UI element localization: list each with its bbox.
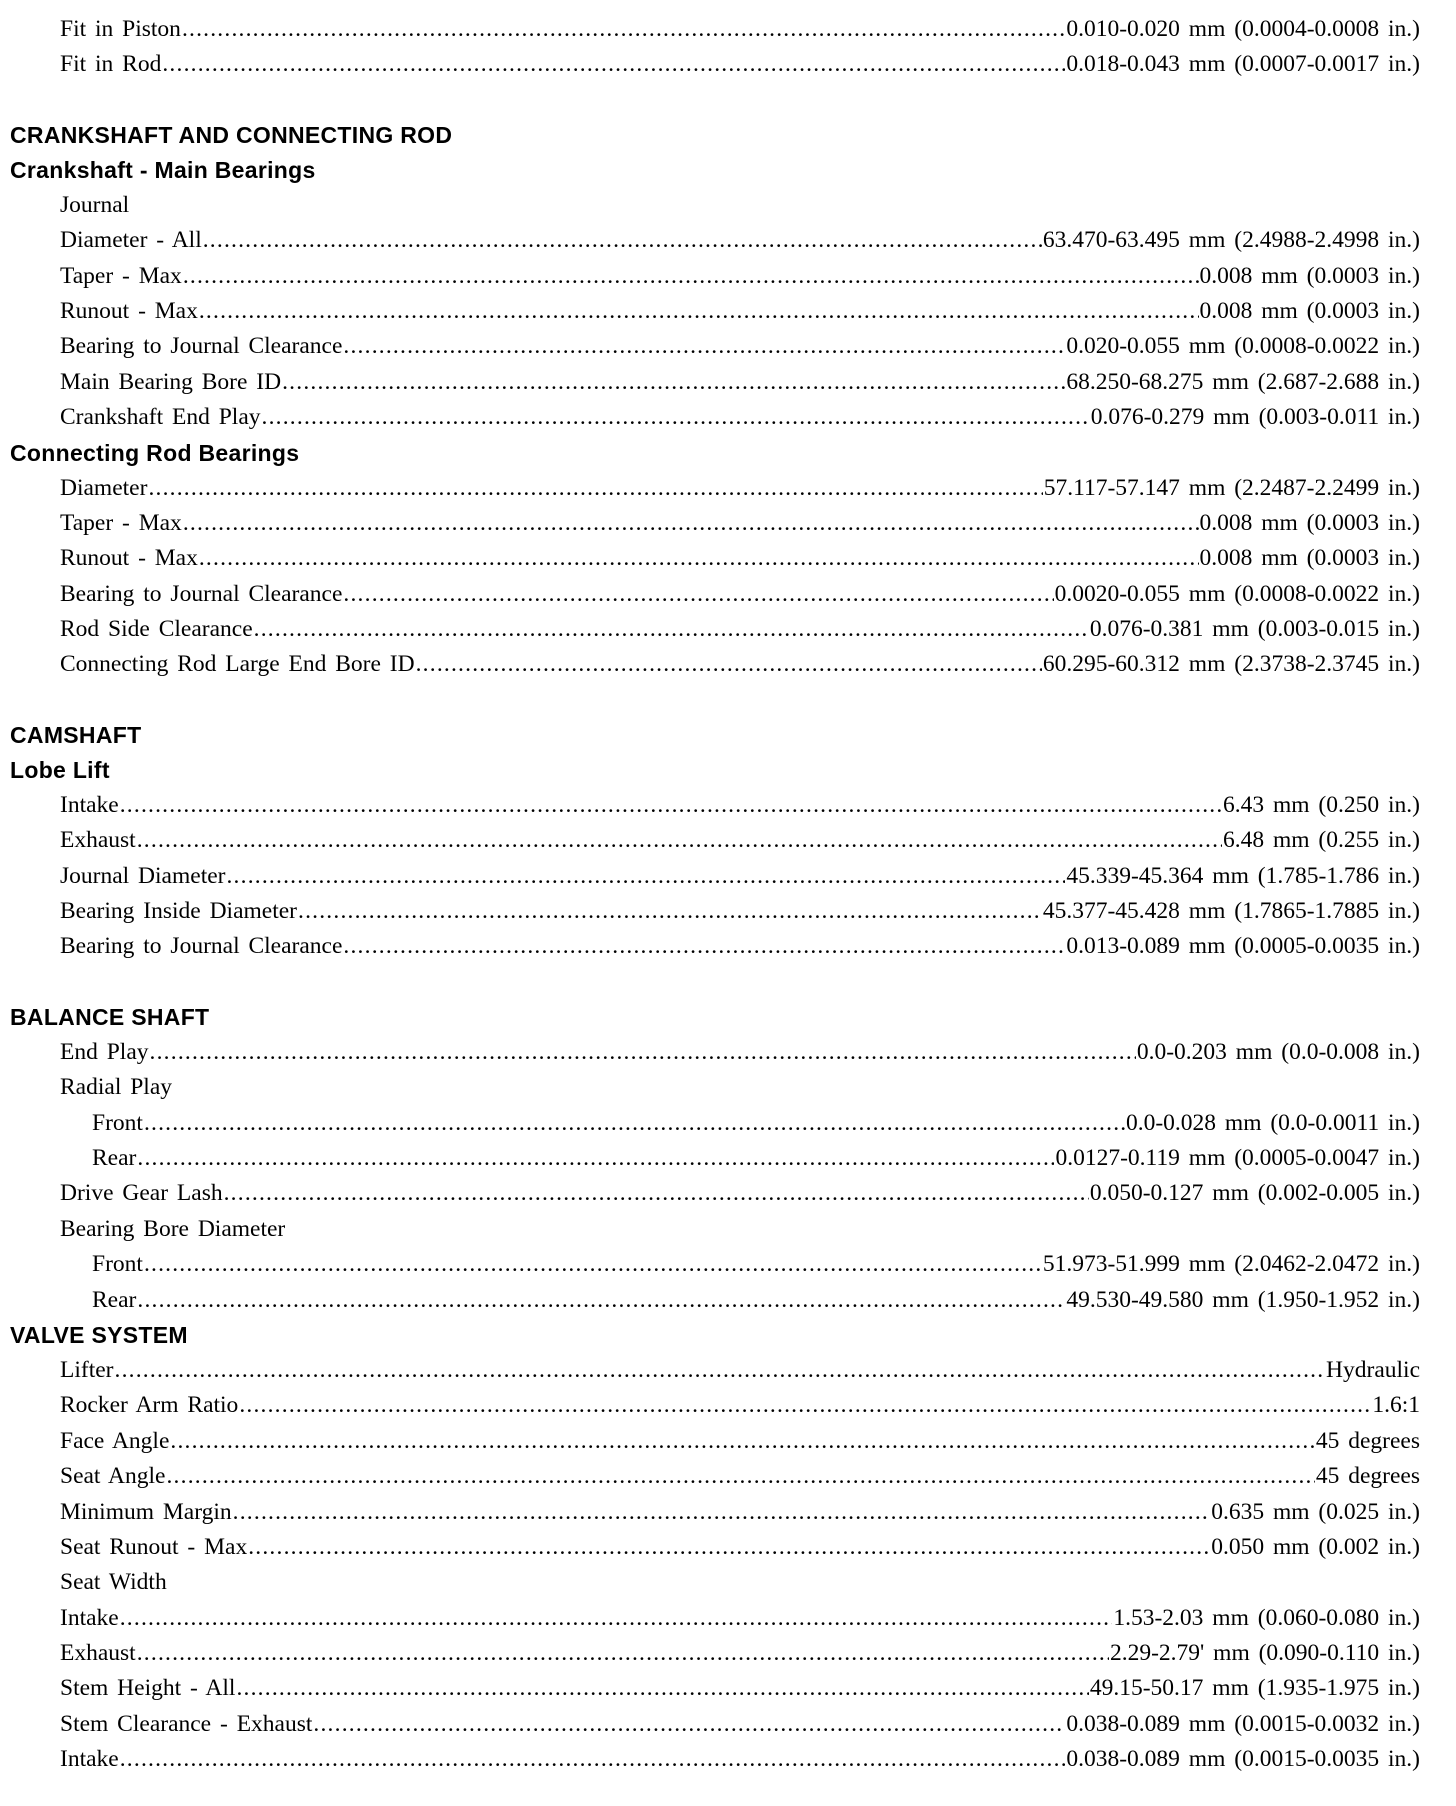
spec-value: 45.339-45.364 mm (1.785-1.786 in.) <box>1066 862 1420 889</box>
spec-row <box>0 929 1420 964</box>
spec-row-end-play <box>0 1035 1420 1070</box>
spec-value: 0.076-0.279 mm (0.003-0.011 in.) <box>1090 404 1420 431</box>
spec-label: Diameter - All <box>60 227 202 254</box>
group-label-seat-width <box>0 1565 1420 1600</box>
spec-label: Drive Gear Lash <box>60 1180 223 1207</box>
spec-label: Front <box>92 1109 143 1136</box>
spec-value: 1.53-2.03 mm (0.060-0.080 in.) <box>1113 1604 1420 1631</box>
section-spacer <box>0 965 1456 1000</box>
spec-label: Face Angle <box>60 1427 170 1454</box>
group-label-radial-play <box>0 1070 1420 1105</box>
leader-dots <box>120 788 1222 823</box>
spec-row <box>0 1459 1420 1494</box>
leader-dots <box>282 365 1065 400</box>
spec-label: Main Bearing Bore ID <box>60 368 282 395</box>
spec-row <box>0 894 1420 929</box>
spec-value: 0.020-0.055 mm (0.0008-0.0022 in.) <box>1066 333 1420 360</box>
leader-dots <box>199 541 1199 576</box>
spec-value: 0.050 mm (0.002 in.) <box>1211 1533 1420 1560</box>
spec-label: Bearing Inside Diameter <box>60 898 297 925</box>
leader-dots <box>150 1035 1136 1070</box>
spec-label: Seat Width <box>60 1569 167 1596</box>
leader-dots <box>203 223 1042 258</box>
spec-label: Fit in Piston <box>60 16 181 42</box>
spec-label: Seat Angle <box>60 1463 166 1490</box>
spec-row <box>0 1707 1420 1742</box>
spec-row <box>0 1495 1420 1530</box>
spec-row <box>0 471 1420 506</box>
spec-label: Journal Diameter <box>60 862 226 889</box>
spec-label: Journal <box>60 191 130 218</box>
spec-value: 0.008 mm (0.0003 in.) <box>1199 297 1420 324</box>
leader-dots <box>137 1636 1109 1671</box>
spec-label: Stem Clearance - Exhaust <box>60 1710 313 1737</box>
leader-dots <box>313 1707 1065 1742</box>
subsection-heading-lobe-lift: Lobe Lift <box>10 756 110 783</box>
leader-dots <box>343 577 1053 612</box>
spec-row <box>0 577 1420 612</box>
group-label-journal <box>0 188 1420 223</box>
leader-dots <box>166 1459 1314 1494</box>
spec-label: Rear <box>92 1144 137 1171</box>
spec-label: Exhaust <box>60 1640 136 1667</box>
spec-row-drive-gear-lash <box>0 1176 1420 1211</box>
spec-label: Crankshaft End Play <box>60 404 261 431</box>
group-label-bearing-bore <box>0 1212 1420 1247</box>
leader-dots <box>120 1742 1066 1777</box>
leader-dots <box>183 506 1199 541</box>
spec-label: Minimum Margin <box>60 1498 232 1525</box>
spec-row <box>0 1671 1420 1706</box>
leader-dots <box>199 294 1199 329</box>
spec-value: Hydraulic <box>1326 1356 1420 1383</box>
spec-label: Connecting Rod Large End Bore ID <box>60 651 415 678</box>
leader-dots <box>343 929 1065 964</box>
subsection-heading-main-bearings: Crankshaft - Main Bearings <box>10 156 316 183</box>
section-heading-valve-system: VALVE SYSTEM <box>10 1321 188 1348</box>
section-spacer <box>0 83 1456 118</box>
spec-value: 6.48 mm (0.255 in.) <box>1223 827 1420 854</box>
spec-row <box>0 259 1420 294</box>
spec-value: 51.973-51.999 mm (2.0462-2.0472 in.) <box>1042 1251 1420 1278</box>
leader-dots <box>115 1353 1326 1388</box>
spec-label: Bearing to Journal Clearance <box>60 580 343 607</box>
spec-row <box>0 1530 1420 1565</box>
spec-label: Bearing Bore Diameter <box>60 1215 286 1242</box>
spec-label: Runout - Max <box>60 545 198 572</box>
spec-value: 68.250-68.275 mm (2.687-2.688 in.) <box>1066 368 1420 395</box>
leader-dots <box>162 47 1065 82</box>
spec-value: 0.008 mm (0.0003 in.) <box>1199 262 1420 289</box>
spec-value: 0.0020-0.055 mm (0.0008-0.0022 in.) <box>1054 580 1420 607</box>
spec-value: 0.038-0.089 mm (0.0015-0.0032 in.) <box>1066 1710 1420 1737</box>
leader-dots <box>224 1176 1089 1211</box>
spec-value: 0.008 mm (0.0003 in.) <box>1199 509 1420 536</box>
spec-label: Seat Runout - Max <box>60 1533 248 1560</box>
section-heading-crankshaft: CRANKSHAFT AND CONNECTING ROD <box>10 121 453 148</box>
leader-dots <box>137 823 1222 858</box>
spec-value: 45.377-45.428 mm (1.7865-1.7885 in.) <box>1042 898 1420 925</box>
spec-row-radial-rear <box>0 1141 1420 1176</box>
spec-row <box>0 1353 1420 1388</box>
spec-value: 45 degrees <box>1315 1427 1420 1454</box>
leader-dots <box>170 1424 1314 1459</box>
spec-label: Exhaust <box>60 827 136 854</box>
spec-value: 45 degrees <box>1315 1463 1420 1490</box>
spec-row <box>0 788 1420 823</box>
spec-value: 0.076-0.381 mm (0.003-0.015 in.) <box>1089 616 1420 643</box>
spec-label: Bearing to Journal Clearance <box>60 333 343 360</box>
spec-label: Fit in Rod <box>60 51 162 78</box>
spec-row-fit-in-rod <box>0 47 1420 82</box>
spec-value: 0.0-0.203 mm (0.0-0.008 in.) <box>1136 1038 1420 1065</box>
spec-row-fit-in-piston <box>0 12 1420 47</box>
leader-dots <box>233 1495 1211 1530</box>
spec-row-radial-front <box>0 1106 1420 1141</box>
spec-value: 0.050-0.127 mm (0.002-0.005 in.) <box>1089 1180 1420 1207</box>
spec-label: Taper - Max <box>60 509 182 536</box>
leader-dots <box>183 259 1199 294</box>
spec-row <box>0 647 1420 682</box>
spec-row <box>0 1601 1420 1636</box>
spec-row <box>0 365 1420 400</box>
spec-value: 0.635 mm (0.025 in.) <box>1211 1498 1420 1525</box>
section-heading-camshaft: CAMSHAFT <box>10 721 142 748</box>
spec-value: 2.29-2.79' mm (0.090-0.110 in.) <box>1109 1640 1420 1667</box>
leader-dots <box>144 1106 1125 1141</box>
spec-label: Diameter <box>60 474 148 501</box>
spec-row <box>0 1636 1420 1671</box>
spec-label: Rear <box>92 1286 137 1313</box>
leader-dots <box>120 1601 1113 1636</box>
spec-label: Bearing to Journal Clearance <box>60 933 343 960</box>
spec-value: 0.018-0.043 mm (0.0007-0.0017 in.) <box>1066 51 1420 78</box>
spec-row <box>0 859 1420 894</box>
spec-label: Rod Side Clearance <box>60 616 253 643</box>
spec-row <box>0 612 1420 647</box>
leader-dots <box>137 1141 1054 1176</box>
section-heading-balance-shaft: BALANCE SHAFT <box>10 1003 210 1030</box>
spec-label: Runout - Max <box>60 297 198 324</box>
spec-value: 0.038-0.089 mm (0.0015-0.0035 in.) <box>1066 1746 1420 1773</box>
spec-row <box>0 1742 1420 1777</box>
subsection-heading-rod-bearings: Connecting Rod Bearings <box>10 439 300 466</box>
spec-label: Rocker Arm Ratio <box>60 1392 239 1419</box>
leader-dots <box>144 1247 1042 1282</box>
spec-value: 0.010-0.020 mm (0.0004-0.0008 in.) <box>1066 16 1420 42</box>
spec-label: Intake <box>60 1746 119 1773</box>
spec-row-bore-front <box>0 1247 1420 1282</box>
spec-label: Lifter <box>60 1356 114 1383</box>
spec-label: Radial Play <box>60 1074 172 1101</box>
spec-label: Stem Height - All <box>60 1675 236 1702</box>
spec-row <box>0 294 1420 329</box>
leader-dots <box>248 1530 1210 1565</box>
spec-label: Taper - Max <box>60 262 182 289</box>
spec-row <box>0 541 1420 576</box>
leader-dots <box>182 12 1065 47</box>
spec-value: 6.43 mm (0.250 in.) <box>1223 791 1420 818</box>
leader-dots <box>148 471 1042 506</box>
section-spacer <box>0 683 1456 718</box>
spec-label: End Play <box>60 1038 149 1065</box>
spec-value: 1.6:1 <box>1372 1392 1420 1419</box>
spec-value: 60.295-60.312 mm (2.3738-2.3745 in.) <box>1042 651 1420 678</box>
spec-value: 0.013-0.089 mm (0.0005-0.0035 in.) <box>1066 933 1420 960</box>
leader-dots <box>239 1388 1371 1423</box>
leader-dots <box>262 400 1090 435</box>
spec-row <box>0 1424 1420 1459</box>
leader-dots <box>254 612 1089 647</box>
spec-row <box>0 329 1420 364</box>
spec-row <box>0 400 1420 435</box>
leader-dots <box>236 1671 1088 1706</box>
spec-value: 49.15-50.17 mm (1.935-1.975 in.) <box>1089 1675 1420 1702</box>
leader-dots <box>416 647 1042 682</box>
spec-row <box>0 506 1420 541</box>
spec-row <box>0 1388 1420 1423</box>
leader-dots <box>226 859 1065 894</box>
spec-row-bore-rear <box>0 1283 1420 1318</box>
spec-value: 63.470-63.495 mm (2.4988-2.4998 in.) <box>1042 227 1420 254</box>
spec-label: Intake <box>60 791 119 818</box>
spec-value: 57.117-57.147 mm (2.2487-2.2499 in.) <box>1043 474 1420 501</box>
spec-value: 0.0127-0.119 mm (0.0005-0.0047 in.) <box>1055 1144 1420 1171</box>
spec-label: Intake <box>60 1604 119 1631</box>
spec-value: 0.008 mm (0.0003 in.) <box>1199 545 1420 572</box>
spec-row <box>0 823 1420 858</box>
spec-value: 0.0-0.028 mm (0.0-0.0011 in.) <box>1125 1109 1420 1136</box>
leader-dots <box>137 1283 1065 1318</box>
spec-row <box>0 223 1420 258</box>
spec-label: Front <box>92 1251 143 1278</box>
leader-dots <box>298 894 1042 929</box>
leader-dots <box>343 329 1065 364</box>
spec-value: 49.530-49.580 mm (1.950-1.952 in.) <box>1066 1286 1420 1313</box>
